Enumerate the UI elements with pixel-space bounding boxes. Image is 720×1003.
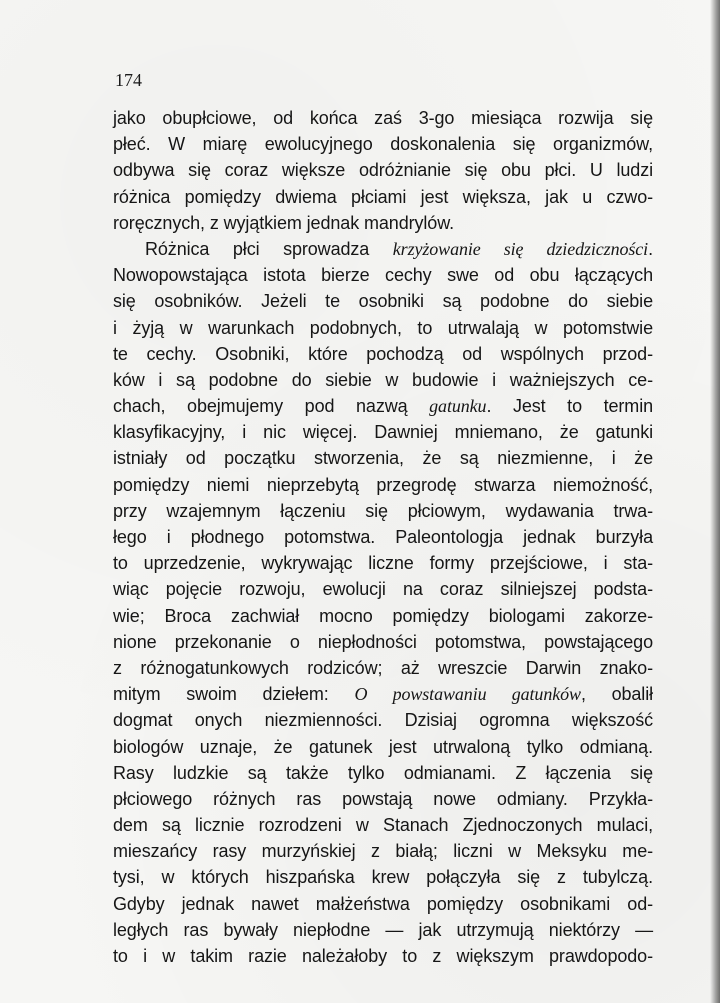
text-line: ległych ras bywały niepłodne — jak utrzymują niektórzy — <box>113 919 653 940</box>
text-line: odbywa się coraz większe odróżnianie się obu płci. U ludzi <box>113 160 653 181</box>
text-line: jako obupłciowe, od końca zaś 3-go miesiąca rozwija się <box>113 108 653 128</box>
text-line: przy wzajemnym łączeniu się płciowym, wydawania trwa- <box>113 500 653 521</box>
text-line: płeć. W miarę ewolucyjnego doskonalenia się organizmów, <box>113 134 653 155</box>
italic-term: krzyżowanie się dziedziczności <box>392 238 649 259</box>
text-line: roręcznych, z wyjątkiem jednak mandrylów. <box>113 212 455 233</box>
page-number: 174 <box>115 70 142 90</box>
text-line: klasyfikacyjny, i nic więcej. Dawniej mniemano, że gatunki <box>113 422 653 443</box>
text-line: chach, obejmujemy pod nazwą gatunku. Jest to termin <box>113 396 653 417</box>
text-line: Różnica płci sprowadza krzyżowanie się dziedziczności. <box>145 238 653 259</box>
text-line: to uprzedzenie, wykrywając liczne formy przejściowe, i sta- <box>113 553 653 574</box>
italic-term: gatunku <box>429 396 487 417</box>
page-edge-shadow <box>710 0 720 1003</box>
text-line: nione przekonanie o niepłodności potomstwa, powstającego <box>113 631 653 652</box>
text-line: płciowego różnych ras powstają nowe odmiany. Przykła- <box>113 788 653 809</box>
text-line: biologów uznaje, że gatunek jest utrwaloną tylko odmianą. <box>113 736 653 757</box>
text-line: pomiędzy niemi nieprzebytą przegrodę stwarza niemożność, <box>113 474 653 495</box>
text-line: tysi, w których hiszpańska krew połączyła się z tubylczą. <box>113 867 653 888</box>
text-line: mieszańcy rasy murzyńskiej z białą; liczni w Meksyku me- <box>113 841 653 862</box>
body-text <box>113 105 653 969</box>
text-line: ków i są podobne do siebie w budowie i ważniejszych ce- <box>113 369 653 390</box>
text-line: te cechy. Osobniki, które pochodzą od wspólnych przod- <box>113 343 653 364</box>
text-line: i żyją w warunkach podobnych, to utrwalają w potomstwie <box>113 317 653 338</box>
text-line: Nowopowstająca istota bierze cechy swe od obu łączących <box>113 265 653 286</box>
text-line: Rasy ludzkie są także tylko odmianami. Z łączenia się <box>113 762 653 783</box>
text-line: wie; Broca zachwiał mocno pomiędzy biologami zakorze- <box>113 605 653 626</box>
text-line: wiąc pojęcie rozwoju, ewolucji na coraz silniejszej podsta- <box>113 579 653 600</box>
italic-title: O powstawaniu gatunków <box>354 684 581 705</box>
text-line: Gdyby jednak nawet małżeństwa pomiędzy osobnikami od- <box>113 893 653 914</box>
text-line: z różnogatunkowych rodziców; aż wreszcie Darwin znako- <box>113 657 653 678</box>
text-line: istniały od początku stworzenia, że są niezmienne, i że <box>113 448 653 469</box>
text-line: łego i płodnego potomstwa. Paleontologja jednak burzyła <box>113 527 653 547</box>
text-line: dem są licznie rozrodzeni w Stanach Zjednoczonych mulaci, <box>113 815 653 836</box>
text-line: różnica pomiędzy dwiema płciami jest większa, jak u czwo- <box>113 186 653 207</box>
text-line: się osobników. Jeżeli te osobniki są podobne do siebie <box>113 291 653 312</box>
text-line: dogmat onych niezmienności. Dzisiaj ogromna większość <box>113 710 653 731</box>
text-line: mitym swoim dziełem: O powstawaniu gatunków, obalił <box>113 684 654 705</box>
text-line: to i w takim razie należałoby to z większym prawdopodo- <box>113 946 653 966</box>
